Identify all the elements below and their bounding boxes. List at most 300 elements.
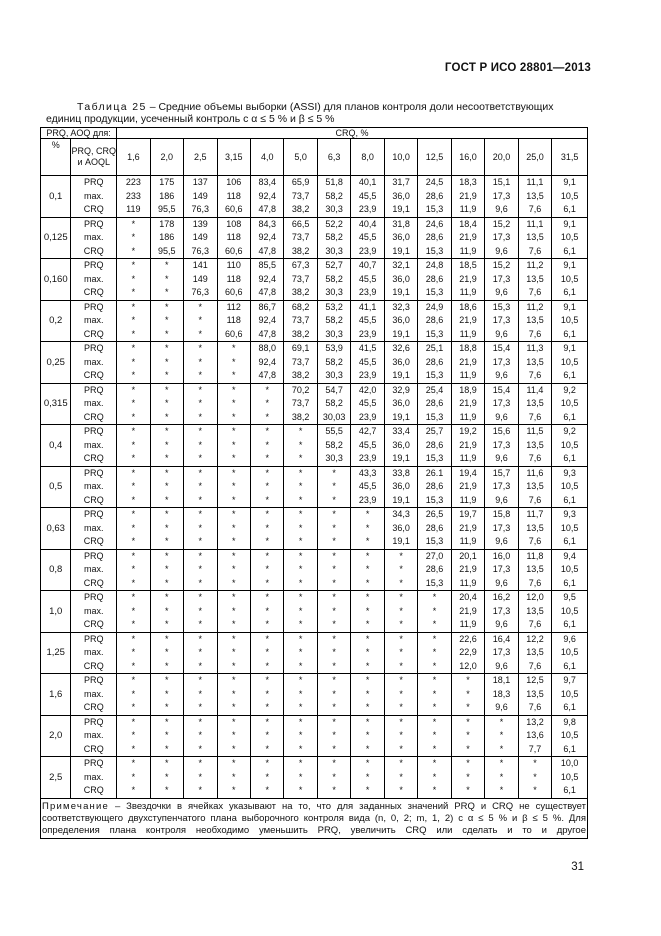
value-cell: * bbox=[184, 397, 217, 411]
value-cell: * bbox=[384, 701, 417, 715]
value-cell: * bbox=[117, 411, 150, 425]
value-cell: * bbox=[117, 259, 150, 273]
row-label-cell: CRQ bbox=[71, 701, 117, 715]
value-cell: * bbox=[117, 494, 150, 508]
value-cell: 10,5 bbox=[552, 439, 588, 453]
value-cell: 10,5 bbox=[552, 480, 588, 494]
row-label-cell: max. bbox=[71, 439, 117, 453]
value-cell: * bbox=[117, 231, 150, 245]
row-label-cell: max. bbox=[71, 190, 117, 204]
value-cell: * bbox=[418, 605, 451, 619]
value-cell: * bbox=[150, 605, 183, 619]
value-cell: 13,5 bbox=[518, 397, 551, 411]
value-cell: 18,1 bbox=[485, 674, 518, 688]
value-cell: 28,6 bbox=[418, 397, 451, 411]
value-cell: * bbox=[485, 784, 518, 798]
value-cell: * bbox=[150, 632, 183, 646]
table-caption bbox=[40, 101, 588, 125]
value-cell: * bbox=[150, 494, 183, 508]
value-cell: * bbox=[117, 618, 150, 632]
value-cell: 186 bbox=[150, 231, 183, 245]
value-cell: * bbox=[518, 784, 551, 798]
value-cell: * bbox=[217, 618, 250, 632]
value-cell: * bbox=[250, 784, 283, 798]
value-cell: * bbox=[184, 701, 217, 715]
value-cell: 11,5 bbox=[518, 425, 551, 439]
value-cell: 36,0 bbox=[384, 190, 417, 204]
table-row bbox=[41, 646, 588, 660]
value-cell: 32,9 bbox=[384, 383, 417, 397]
value-cell: * bbox=[150, 342, 183, 356]
value-cell: 6,1 bbox=[552, 701, 588, 715]
value-cell: 24,9 bbox=[418, 300, 451, 314]
value-cell: 7,6 bbox=[518, 245, 551, 259]
row-label-cell: CRQ bbox=[71, 660, 117, 674]
value-cell: * bbox=[184, 771, 217, 785]
row-label-cell: CRQ bbox=[71, 577, 117, 591]
row-label-cell: CRQ bbox=[71, 452, 117, 466]
value-cell: 11,9 bbox=[451, 577, 484, 591]
value-cell: * bbox=[150, 771, 183, 785]
value-cell: * bbox=[418, 591, 451, 605]
value-cell: 21,9 bbox=[451, 397, 484, 411]
table-row bbox=[41, 300, 588, 314]
value-cell: * bbox=[217, 563, 250, 577]
value-cell: * bbox=[250, 660, 283, 674]
row-label-cell: CRQ bbox=[71, 245, 117, 259]
value-cell: * bbox=[150, 522, 183, 536]
value-cell: 15,4 bbox=[485, 342, 518, 356]
value-cell: * bbox=[150, 743, 183, 757]
value-cell: * bbox=[150, 259, 183, 273]
value-cell: 53,2 bbox=[317, 300, 350, 314]
value-cell: * bbox=[184, 466, 217, 480]
value-cell: 45,5 bbox=[351, 356, 384, 370]
value-cell: 118 bbox=[217, 314, 250, 328]
value-cell: * bbox=[485, 729, 518, 743]
value-cell: 47,8 bbox=[250, 203, 283, 217]
table-row bbox=[41, 494, 588, 508]
value-cell: 38,2 bbox=[284, 369, 317, 383]
prq-group-label: 2,5 bbox=[41, 757, 71, 799]
value-cell: * bbox=[351, 674, 384, 688]
table-row bbox=[41, 245, 588, 259]
value-cell: * bbox=[317, 605, 350, 619]
value-cell: 13,2 bbox=[518, 715, 551, 729]
value-cell: 95,5 bbox=[150, 203, 183, 217]
table-row bbox=[41, 674, 588, 688]
value-cell: * bbox=[117, 646, 150, 660]
table-row bbox=[41, 784, 588, 798]
table-row bbox=[41, 176, 588, 190]
value-cell: * bbox=[284, 563, 317, 577]
table-row bbox=[41, 688, 588, 702]
value-cell: * bbox=[250, 688, 283, 702]
value-cell: * bbox=[451, 688, 484, 702]
value-cell: 13,5 bbox=[518, 273, 551, 287]
value-cell: * bbox=[217, 715, 250, 729]
value-cell: * bbox=[184, 356, 217, 370]
value-cell: 15,3 bbox=[485, 300, 518, 314]
value-cell: * bbox=[184, 342, 217, 356]
prq-group-label: 0,63 bbox=[41, 508, 71, 550]
value-cell: 16,2 bbox=[485, 591, 518, 605]
row-label-cell: CRQ bbox=[71, 203, 117, 217]
row-label-cell: CRQ bbox=[71, 618, 117, 632]
value-cell: 9,1 bbox=[552, 342, 588, 356]
table-row bbox=[41, 411, 588, 425]
value-cell: * bbox=[250, 466, 283, 480]
value-cell: * bbox=[150, 508, 183, 522]
prq-group-label: 0,25 bbox=[41, 342, 71, 384]
value-cell: * bbox=[418, 632, 451, 646]
value-cell: 10,5 bbox=[552, 688, 588, 702]
value-cell: * bbox=[184, 757, 217, 771]
value-cell: * bbox=[250, 674, 283, 688]
table-row bbox=[41, 522, 588, 536]
value-cell: * bbox=[117, 369, 150, 383]
value-cell: * bbox=[317, 535, 350, 549]
value-cell: * bbox=[317, 715, 350, 729]
value-cell: * bbox=[250, 439, 283, 453]
table-row bbox=[41, 701, 588, 715]
header-row-1 bbox=[41, 128, 588, 139]
value-cell: * bbox=[250, 549, 283, 563]
value-cell: 223 bbox=[117, 176, 150, 190]
row-label-cell: PRQ bbox=[71, 259, 117, 273]
value-cell: * bbox=[351, 729, 384, 743]
value-cell: 6,1 bbox=[552, 784, 588, 798]
table-row bbox=[41, 452, 588, 466]
value-cell: 9,6 bbox=[485, 286, 518, 300]
value-cell: 28,6 bbox=[418, 231, 451, 245]
value-cell: 9,5 bbox=[552, 591, 588, 605]
value-cell: 40,4 bbox=[351, 217, 384, 231]
row-label-cell: PRQ bbox=[71, 217, 117, 231]
value-cell: * bbox=[217, 369, 250, 383]
value-cell: * bbox=[384, 674, 417, 688]
table-row bbox=[41, 314, 588, 328]
value-cell: * bbox=[184, 632, 217, 646]
value-cell: 9,6 bbox=[485, 535, 518, 549]
value-cell: * bbox=[217, 452, 250, 466]
row-label-cell: CRQ bbox=[71, 328, 117, 342]
value-cell: 24,5 bbox=[418, 176, 451, 190]
value-cell: * bbox=[150, 646, 183, 660]
value-cell: 7,7 bbox=[518, 743, 551, 757]
table-row bbox=[41, 591, 588, 605]
value-cell: 15,7 bbox=[485, 466, 518, 480]
value-cell: * bbox=[384, 784, 417, 798]
value-cell: 55,5 bbox=[317, 425, 350, 439]
value-cell: 21,9 bbox=[451, 605, 484, 619]
value-cell: * bbox=[184, 480, 217, 494]
value-cell: 26.1 bbox=[418, 466, 451, 480]
value-cell: * bbox=[351, 535, 384, 549]
value-cell: 23,9 bbox=[351, 245, 384, 259]
value-cell: 9,2 bbox=[552, 425, 588, 439]
value-cell: 23,9 bbox=[351, 203, 384, 217]
value-cell: 70,2 bbox=[284, 383, 317, 397]
value-cell: 9,1 bbox=[552, 176, 588, 190]
value-cell: * bbox=[351, 522, 384, 536]
value-cell: * bbox=[184, 314, 217, 328]
value-cell: 11,9 bbox=[451, 535, 484, 549]
value-cell: * bbox=[217, 646, 250, 660]
value-cell: * bbox=[150, 466, 183, 480]
value-cell: 10,5 bbox=[552, 314, 588, 328]
table-row bbox=[41, 369, 588, 383]
value-cell: 10,5 bbox=[552, 605, 588, 619]
value-cell: 19,7 bbox=[451, 508, 484, 522]
value-cell: 15,3 bbox=[418, 245, 451, 259]
note-label: Примечание bbox=[42, 800, 109, 812]
value-cell: * bbox=[217, 494, 250, 508]
value-cell: * bbox=[485, 743, 518, 757]
row-label-cell: max. bbox=[71, 771, 117, 785]
value-cell: 15,3 bbox=[418, 328, 451, 342]
value-cell: * bbox=[150, 328, 183, 342]
value-cell: 11,9 bbox=[451, 411, 484, 425]
value-cell: * bbox=[250, 757, 283, 771]
value-cell: 18,5 bbox=[451, 259, 484, 273]
value-cell: 76,3 bbox=[184, 286, 217, 300]
value-cell: * bbox=[150, 757, 183, 771]
value-cell: * bbox=[284, 729, 317, 743]
row-label-cell: max. bbox=[71, 314, 117, 328]
value-cell: 13,5 bbox=[518, 688, 551, 702]
standard-code: ГОСТ Р ИСО 28801—2013 bbox=[444, 62, 591, 74]
value-cell: 28,6 bbox=[418, 439, 451, 453]
prq-group-label: 0,315 bbox=[41, 383, 71, 425]
crq-column-header: 2,0 bbox=[150, 139, 183, 176]
value-cell: * bbox=[317, 757, 350, 771]
value-cell: 28,6 bbox=[418, 314, 451, 328]
value-cell: * bbox=[351, 743, 384, 757]
value-cell: * bbox=[117, 577, 150, 591]
table-row bbox=[41, 425, 588, 439]
value-cell: 10,5 bbox=[552, 273, 588, 287]
value-cell: 9,6 bbox=[485, 203, 518, 217]
value-cell: 15,3 bbox=[418, 203, 451, 217]
value-cell: 6,1 bbox=[552, 743, 588, 757]
crq-column-header: 3,15 bbox=[217, 139, 250, 176]
value-cell: 11,4 bbox=[518, 383, 551, 397]
value-cell: * bbox=[150, 535, 183, 549]
value-cell: * bbox=[117, 356, 150, 370]
value-cell: * bbox=[418, 715, 451, 729]
value-cell: 10,5 bbox=[552, 563, 588, 577]
value-cell: 178 bbox=[150, 217, 183, 231]
value-cell: 9,6 bbox=[485, 494, 518, 508]
value-cell: * bbox=[250, 632, 283, 646]
value-cell: * bbox=[384, 743, 417, 757]
value-cell: 38,2 bbox=[284, 286, 317, 300]
value-cell: * bbox=[451, 729, 484, 743]
value-cell: * bbox=[351, 605, 384, 619]
value-cell: * bbox=[250, 729, 283, 743]
row-label-cell: PRQ bbox=[71, 508, 117, 522]
note-row bbox=[41, 798, 588, 838]
row-label-cell: CRQ bbox=[71, 286, 117, 300]
value-cell: * bbox=[184, 646, 217, 660]
value-cell: * bbox=[317, 522, 350, 536]
value-cell: 13,5 bbox=[518, 646, 551, 660]
value-cell: * bbox=[117, 245, 150, 259]
value-cell: 19,1 bbox=[384, 494, 417, 508]
value-cell: 19,1 bbox=[384, 245, 417, 259]
prq-group-label: 1,25 bbox=[41, 632, 71, 674]
value-cell: 42,7 bbox=[351, 425, 384, 439]
table-row bbox=[41, 356, 588, 370]
value-cell: 92,4 bbox=[250, 231, 283, 245]
table-row bbox=[41, 549, 588, 563]
value-cell: 7,6 bbox=[518, 328, 551, 342]
value-cell: 19,1 bbox=[384, 369, 417, 383]
value-cell: 7,6 bbox=[518, 452, 551, 466]
value-cell: 10,5 bbox=[552, 190, 588, 204]
value-cell: * bbox=[418, 646, 451, 660]
value-cell: 6,1 bbox=[552, 286, 588, 300]
value-cell: 17,3 bbox=[485, 439, 518, 453]
value-cell: 9,6 bbox=[552, 632, 588, 646]
row-label-cell: max. bbox=[71, 231, 117, 245]
value-cell: * bbox=[451, 784, 484, 798]
value-cell: 9,6 bbox=[485, 618, 518, 632]
value-cell: * bbox=[117, 729, 150, 743]
table-row bbox=[41, 190, 588, 204]
value-cell: 12,0 bbox=[451, 660, 484, 674]
value-cell: * bbox=[217, 535, 250, 549]
value-cell: * bbox=[117, 217, 150, 231]
page-number: 31 bbox=[571, 861, 584, 873]
value-cell: 19,4 bbox=[451, 466, 484, 480]
row-label-cell: max. bbox=[71, 273, 117, 287]
value-cell: * bbox=[184, 605, 217, 619]
value-cell: 15,8 bbox=[485, 508, 518, 522]
value-cell: * bbox=[117, 549, 150, 563]
value-cell: 53,9 bbox=[317, 342, 350, 356]
value-cell: * bbox=[351, 715, 384, 729]
value-cell: 22,9 bbox=[451, 646, 484, 660]
value-cell: * bbox=[184, 439, 217, 453]
value-cell: 11,9 bbox=[451, 328, 484, 342]
value-cell: 47,8 bbox=[250, 369, 283, 383]
value-cell: * bbox=[217, 591, 250, 605]
value-cell: 13,5 bbox=[518, 439, 551, 453]
table-row bbox=[41, 729, 588, 743]
value-cell: 19,1 bbox=[384, 286, 417, 300]
value-cell: * bbox=[351, 771, 384, 785]
table-row bbox=[41, 466, 588, 480]
value-cell: * bbox=[117, 535, 150, 549]
crq-column-header: 2,5 bbox=[184, 139, 217, 176]
value-cell: * bbox=[250, 563, 283, 577]
value-cell: 45,5 bbox=[351, 190, 384, 204]
value-cell: * bbox=[284, 466, 317, 480]
value-cell: * bbox=[317, 701, 350, 715]
value-cell: 11,9 bbox=[451, 286, 484, 300]
value-cell: 6,1 bbox=[552, 328, 588, 342]
value-cell: * bbox=[317, 646, 350, 660]
value-cell: 83,4 bbox=[250, 176, 283, 190]
table-note bbox=[41, 798, 588, 838]
row-label-cell: PRQ bbox=[71, 591, 117, 605]
value-cell: * bbox=[150, 369, 183, 383]
value-cell: 25,1 bbox=[418, 342, 451, 356]
value-cell: 32,3 bbox=[384, 300, 417, 314]
value-cell: * bbox=[217, 674, 250, 688]
value-cell: 16,0 bbox=[485, 549, 518, 563]
value-cell: 24,6 bbox=[418, 217, 451, 231]
value-cell: 17,3 bbox=[485, 522, 518, 536]
value-cell: 13,5 bbox=[518, 480, 551, 494]
value-cell: * bbox=[384, 605, 417, 619]
value-cell: * bbox=[451, 701, 484, 715]
row-label-cell: CRQ bbox=[71, 535, 117, 549]
value-cell: 30,3 bbox=[317, 452, 350, 466]
value-cell: 41,5 bbox=[351, 342, 384, 356]
value-cell: 92,4 bbox=[250, 273, 283, 287]
value-cell: * bbox=[284, 701, 317, 715]
value-cell: * bbox=[184, 328, 217, 342]
value-cell: 9,2 bbox=[552, 383, 588, 397]
value-cell: * bbox=[317, 480, 350, 494]
value-cell: * bbox=[250, 618, 283, 632]
table-row bbox=[41, 203, 588, 217]
value-cell: 16,4 bbox=[485, 632, 518, 646]
value-cell: 38,2 bbox=[284, 411, 317, 425]
value-cell: 10,5 bbox=[552, 522, 588, 536]
value-cell: 65,9 bbox=[284, 176, 317, 190]
crq-column-header: 25,0 bbox=[518, 139, 551, 176]
value-cell: * bbox=[284, 715, 317, 729]
value-cell: 12,5 bbox=[518, 674, 551, 688]
crq-column-header: 16,0 bbox=[451, 139, 484, 176]
value-cell: * bbox=[117, 383, 150, 397]
value-cell: 15,1 bbox=[485, 176, 518, 190]
value-cell: * bbox=[217, 411, 250, 425]
value-cell: * bbox=[317, 618, 350, 632]
prq-group-label: 0,5 bbox=[41, 466, 71, 508]
value-cell: 92,4 bbox=[250, 314, 283, 328]
value-cell: * bbox=[284, 480, 317, 494]
value-cell: 6,1 bbox=[552, 203, 588, 217]
value-cell: 9,6 bbox=[485, 411, 518, 425]
value-cell: * bbox=[284, 494, 317, 508]
value-cell: 54,7 bbox=[317, 383, 350, 397]
row-label-cell: CRQ bbox=[71, 369, 117, 383]
value-cell: 13,5 bbox=[518, 190, 551, 204]
value-cell: * bbox=[485, 715, 518, 729]
value-cell: 18,4 bbox=[451, 217, 484, 231]
table-row bbox=[41, 771, 588, 785]
value-cell: 137 bbox=[184, 176, 217, 190]
value-cell: 31,8 bbox=[384, 217, 417, 231]
value-cell: * bbox=[217, 577, 250, 591]
sample-size-table bbox=[40, 127, 588, 839]
value-cell: * bbox=[217, 701, 250, 715]
value-cell: * bbox=[184, 784, 217, 798]
value-cell: * bbox=[418, 674, 451, 688]
value-cell: * bbox=[184, 660, 217, 674]
value-cell: * bbox=[184, 729, 217, 743]
value-cell: 66,5 bbox=[284, 217, 317, 231]
value-cell: 30,3 bbox=[317, 245, 350, 259]
value-cell: * bbox=[418, 660, 451, 674]
value-cell: * bbox=[117, 466, 150, 480]
value-cell: 51,8 bbox=[317, 176, 350, 190]
